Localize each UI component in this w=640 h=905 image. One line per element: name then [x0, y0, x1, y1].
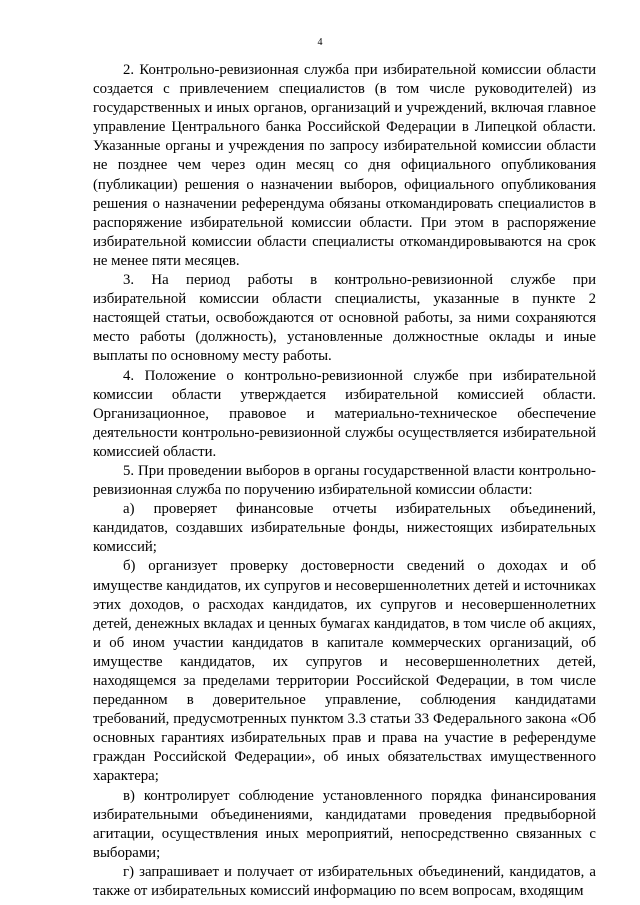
list-item-v: в) контролирует соблюдение установленного порядка финансирования избирательными объединениями, кандидатами проведения предвыборной агитации, осуществления иных мероприятий, непосредственно связанных с выборами;	[93, 787, 596, 861]
list-item-g: г) запрашивает и получает от избирательных объединений, кандидатов, а также от избирательных комиссий информацию по всем вопросам, входящим	[93, 863, 596, 900]
list-item-b: б) организует проверку достоверности сведений о доходах и об имуществе кандидатов, их супругов и несовершеннолетних детей и источниках этих доходов, о расходах кандидатов, их супругов и несовершеннолетних детей, денежных вкладах и ценных бумагах кандидатов, в том числе об акциях, и об ином участии кандидатов в капитале коммерческих организаций, об имуществе кандидатов, их супругов и несовершеннолетних детей, находящемся за пределами территории Российской Федерации, в том числе переданном в доверительное управление, соблюдения кандидатами требований, предусмотренных пунктом 3.3 статьи 33 Федерального закона «Об основных гарантиях избирательных прав и права на участие в референдуме граждан Российской Федерации», об иных обязательствах имущественного характера;	[93, 558, 596, 785]
paragraph-3: 3. На период работы в контрольно-ревизионной службе при избирательной комиссии области специалисты, указанные в пункте 2 настоящей статьи, освобождаются от основной работы, за ними сохраняются место работы (должность), установленные должностные оклады и иные выплаты по основному месту работы.	[93, 272, 596, 365]
list-item-a: а) проверяет финансовые отчеты избирательных объединений, кандидатов, создавших избирательные фонды, нижестоящих избирательных комиссий;	[93, 501, 596, 556]
paragraph-5: 5. При проведении выборов в органы государственной власти контрольно-ревизионная служба по поручению избирательной комиссии области:	[93, 462, 596, 499]
page-number: 4	[317, 37, 323, 48]
paragraph-2: 2. Контрольно-ревизионная служба при избирательной комиссии области создается с привлечением специалистов (в том числе руководителей) из государственных и иных органов, организаций и учреждений, включая главное управление Центрального банка Российской Федерации в Липецкой области. Указанные органы и учреждения по запросу избирательной комиссии области не позднее чем через один месяц со дня официального опубликования (публикации) решения о назначении выборов, официального опубликования решения о назначении референдума обязаны откомандировать специалистов в распоряжение избирательной комиссии области. При этом в распоряжение избирательной комиссии области специалисты откомандировываются на срок не менее пяти месяцев.	[93, 62, 596, 269]
document-body	[93, 61, 596, 901]
paragraph-4: 4. Положение о контрольно-ревизионной службе при избирательной комиссии области утверждается избирательной комиссией области. Организационное, правовое и материально-техническое обеспечение деятельности контрольно-ревизионной службы осуществляется избирательной комиссией области.	[93, 367, 596, 460]
